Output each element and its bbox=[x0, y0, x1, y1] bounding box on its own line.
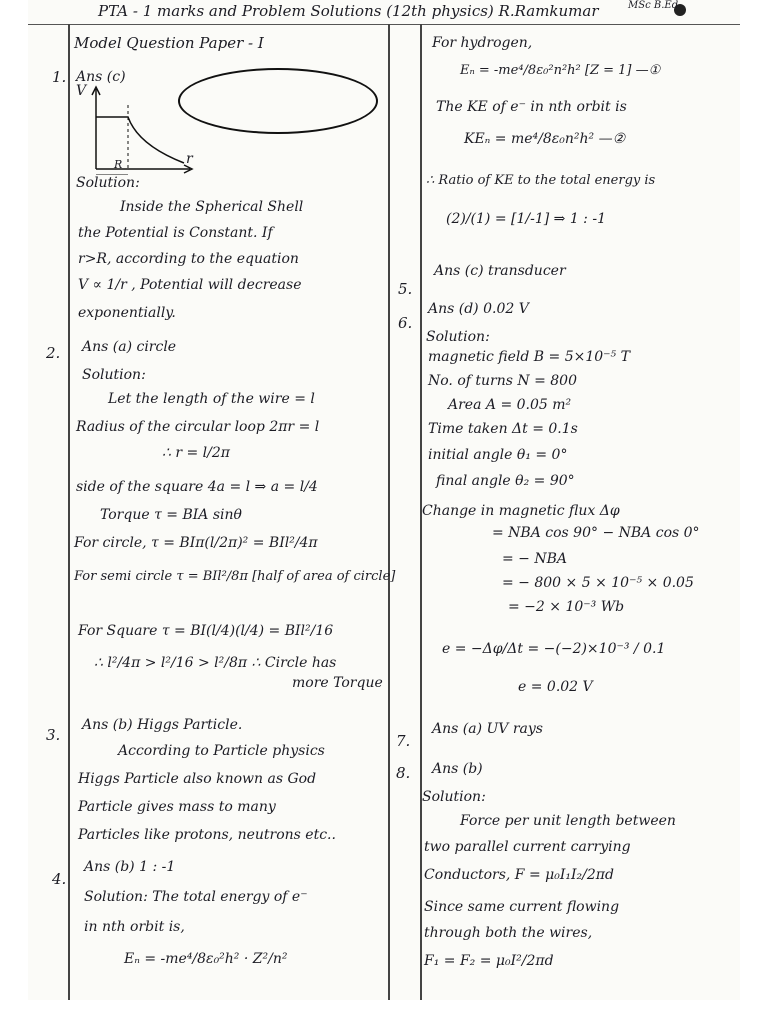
equation-line: Conductors, F = μ₀I₁I₂/2πd bbox=[424, 867, 614, 883]
page-header: PTA - 1 marks and Problem Solutions (12th physics) R.Ramkumar bbox=[98, 2, 599, 20]
equation-line: For Square τ = BI(l/4)(l/4) = BIl²/16 bbox=[78, 623, 334, 639]
equation-line: e = −Δφ/Δt = −(−2)×10⁻³ / 0.1 bbox=[442, 641, 666, 657]
equation-line: ∴ r = l/2π bbox=[162, 445, 230, 461]
solution-label: Solution: bbox=[422, 789, 486, 805]
column-divider bbox=[388, 24, 390, 1000]
text-line: According to Particle physics bbox=[118, 743, 325, 759]
graph-label-v: V bbox=[76, 83, 87, 99]
question-number: 5. bbox=[398, 280, 413, 298]
question-number: 2. bbox=[46, 344, 61, 362]
text-line: side of the square 4a = l ⇒ a = l/4 bbox=[76, 479, 318, 495]
equation-line: Eₙ = -me⁴/8ε₀²h² · Z²/n² bbox=[124, 951, 288, 967]
answer-line: Ans (b) bbox=[432, 761, 483, 777]
text-line: The KE of e⁻ in nth orbit is bbox=[436, 99, 627, 115]
text-line: magnetic field B = 5×10⁻⁵ T bbox=[428, 349, 630, 365]
answer-line: Ans (c) bbox=[76, 69, 126, 85]
text-line: Particles like protons, neutrons etc.. bbox=[78, 827, 336, 843]
answer-line: Ans (b) 1 : -1 bbox=[84, 859, 176, 875]
text-line: Higgs Particle also known as God bbox=[78, 771, 317, 787]
text-line: Change in magnetic flux Δφ bbox=[422, 503, 620, 519]
graph-label-R: R bbox=[114, 158, 123, 171]
text-line: Let the length of the wire = l bbox=[108, 391, 315, 407]
text-line: more Torque bbox=[292, 675, 383, 691]
equation-line: = − 800 × 5 × 10⁻⁵ × 0.05 bbox=[502, 575, 694, 591]
equation-line: Eₙ = -me⁴/8ε₀²n²h² [Z = 1] —① bbox=[460, 63, 661, 78]
graph-label-r: r bbox=[186, 151, 193, 167]
answer-line: Ans (a) circle bbox=[82, 339, 177, 355]
text-line: initial angle θ₁ = 0° bbox=[428, 447, 568, 463]
text-line: r>R, according to the equation bbox=[78, 251, 299, 267]
blank-oval bbox=[178, 68, 378, 134]
solution-label: Solution: The total energy of e⁻ bbox=[84, 889, 308, 905]
question-number: 6. bbox=[398, 314, 413, 332]
text-line: through both the wires, bbox=[424, 925, 593, 941]
answer-line: Ans (c) transducer bbox=[434, 263, 566, 279]
text-line: No. of turns N = 800 bbox=[428, 373, 577, 389]
solution-label: Solution: bbox=[76, 175, 140, 191]
text-line: final angle θ₂ = 90° bbox=[436, 473, 575, 489]
equation-line: For circle, τ = BIπ(l/2π)² = BIl²/4π bbox=[74, 535, 318, 551]
text-line: Area A = 0.05 m² bbox=[448, 397, 572, 413]
solution-label: Solution: bbox=[426, 329, 490, 345]
margin-line-left bbox=[68, 24, 70, 1000]
question-number: 4. bbox=[52, 870, 67, 888]
equation-line: = NBA cos 90° − NBA cos 0° bbox=[492, 525, 700, 541]
text-line: For hydrogen, bbox=[432, 35, 533, 51]
header-rule bbox=[28, 24, 740, 25]
text-line: in nth orbit is, bbox=[84, 919, 185, 935]
text-line: Force per unit length between bbox=[460, 813, 676, 829]
text-line: Radius of the circular loop 2πr = l bbox=[76, 419, 320, 435]
equation-line: For semi circle τ = BIl²/8π [half of area of circle] bbox=[74, 569, 396, 584]
solution-label: Solution: bbox=[82, 367, 146, 383]
text-line: ∴ Ratio of KE to the total energy is bbox=[426, 173, 656, 188]
equation-line: e = 0.02 V bbox=[518, 679, 593, 695]
answer-line: Ans (b) Higgs Particle. bbox=[82, 717, 243, 733]
question-number: 7. bbox=[396, 732, 411, 750]
equation-line: = − NBA bbox=[502, 551, 568, 567]
equation-line: (2)/(1) = [1/-1] ⇒ 1 : -1 bbox=[446, 211, 606, 227]
text-line: two parallel current carrying bbox=[424, 839, 631, 855]
author-qualification: MSc B.Ed bbox=[628, 0, 679, 11]
equation-line: KEₙ = me⁴/8ε₀n²h² —② bbox=[464, 131, 626, 147]
question-number: 8. bbox=[396, 764, 411, 782]
text-line: Time taken Δt = 0.1s bbox=[428, 421, 578, 437]
equation-line: ∴ l²/4π > l²/16 > l²/8π ∴ Circle has bbox=[94, 655, 337, 671]
text-line: exponentially. bbox=[78, 305, 176, 321]
text-line: Particle gives mass to many bbox=[78, 799, 276, 815]
answer-line: Ans (d) 0.02 V bbox=[428, 301, 529, 317]
equation-line: = −2 × 10⁻³ Wb bbox=[508, 599, 625, 615]
paper-title: Model Question Paper - I bbox=[74, 34, 264, 52]
text-line: V ∝ 1/r , Potential will decrease bbox=[78, 277, 302, 293]
question-number: 1. bbox=[52, 68, 67, 86]
question-number: 3. bbox=[46, 726, 61, 744]
text-line: Torque τ = BIA sinθ bbox=[100, 507, 242, 523]
equation-line: F₁ = F₂ = μ₀I²/2πd bbox=[424, 953, 554, 969]
answer-sheet bbox=[28, 0, 740, 1000]
answer-line: Ans (a) UV rays bbox=[432, 721, 543, 737]
text-line: Inside the Spherical Shell bbox=[120, 199, 304, 215]
text-line: Since same current flowing bbox=[424, 899, 620, 915]
text-line: the Potential is Constant. If bbox=[78, 225, 273, 241]
